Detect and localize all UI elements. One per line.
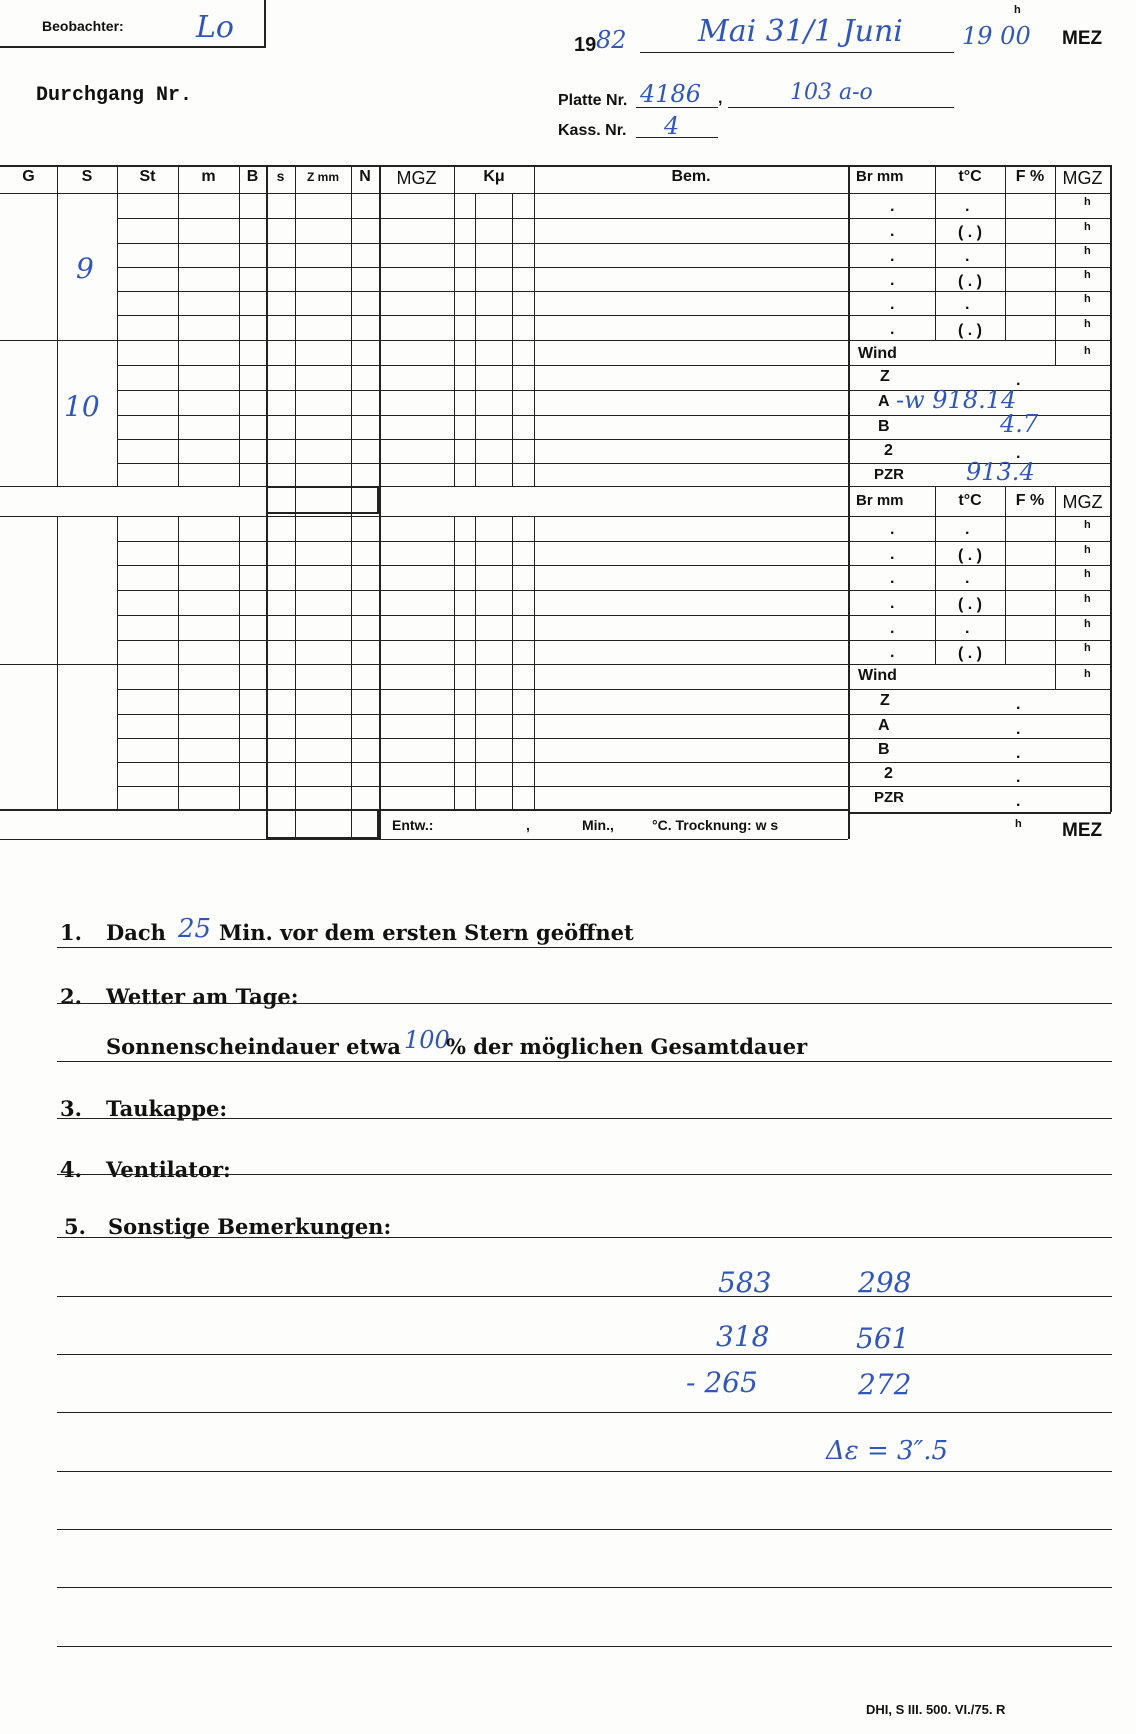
value-pzr-1: 913.4: [966, 458, 1035, 486]
col-header-s: S: [81, 168, 93, 185]
col-header-m: m: [201, 168, 216, 185]
footer-h: h: [1015, 818, 1022, 830]
param-z-2: Z: [880, 692, 890, 709]
col-header-mgz: MGZ: [396, 168, 437, 188]
right-header-mgz-2: MGZ: [1062, 492, 1103, 512]
observer-label: Beobachter:: [42, 18, 124, 34]
date-value: Mai 31/1 Juni: [698, 14, 903, 49]
remark-r3b: 272: [858, 1368, 912, 1401]
wind-label-1: Wind: [858, 345, 897, 362]
remark-r2a: 318: [716, 1320, 770, 1353]
col-header-n: N: [359, 168, 371, 185]
right-header-f-2: F %: [1015, 492, 1045, 509]
plate-extra: 103 a-o: [790, 80, 873, 105]
col-header-bem: Bem.: [671, 168, 711, 185]
year-suffix: 82: [596, 26, 627, 54]
col-header-g: G: [22, 168, 35, 185]
param-2-1: 2: [884, 442, 893, 459]
value-a-1: -w 918.14: [896, 386, 1017, 414]
param-2-2: 2: [884, 765, 893, 782]
right-header-br-2: Br mm: [856, 492, 904, 509]
param-a-1: A: [878, 393, 890, 410]
time-zone: MEZ: [1062, 28, 1103, 49]
observer-value: Lo: [196, 10, 234, 45]
param-z-1: Z: [880, 368, 890, 385]
footer-trocknung: °C. Trocknung: w s: [652, 817, 779, 833]
param-a-2: A: [878, 717, 890, 734]
col-header-b: B: [246, 168, 259, 185]
plate-label: Platte Nr.: [558, 92, 628, 109]
param-b-2: B: [878, 741, 890, 758]
form-page: Beobachter: Lo 19 82 Mai 31/1 Juni 19 00 h MEZ Durchgang Nr. Platte Nr. 4186 , 103 a-o Kass. Nr. 4 G S St m B s Z mm N MGZ Kμ Bem. 9 10 Br mm t°C F % MGZ . . . ( . ) . . . ( . ) . . . ( . ) h h h h h h h Wind Z A B 2 PZR . . -w 918.14 4.7 913.4 Br mm t°C F % MGZ . . . ( . ) . . . ( . ) . . . ( . ) h h h h h h h Wind Z A B 2 PZR . . . . . Entw.: , Min., °C. Trocknung: w s h MEZ 1. Dach 25 Min. vor dem ersten Stern geöffnet 2. Wetter am Tage: Sonnenscheindauer etwa 100 % der möglichen Gesamtdauer 3. Taukappe: 4. Ventilator: 5. Sonstige Bemerkungen: 583 298 318 561 - 265 272 Δε = 3″.5 DHI, S III. 500. VI./75. R: [0, 0, 1136, 1734]
remark-r1a: 583: [718, 1266, 772, 1299]
col-header-kmu: Kμ: [483, 168, 505, 185]
col-header-zmm: Z mm: [306, 170, 339, 184]
wind-label-2: Wind: [858, 667, 897, 684]
right-header-f: F %: [1015, 168, 1045, 185]
s-value-10: 10: [64, 390, 100, 423]
param-b-1: B: [878, 418, 890, 435]
footer-mez: MEZ: [1062, 820, 1103, 841]
bracket-cell: ( . ): [958, 224, 982, 241]
remark-r4: Δε = 3″.5: [826, 1436, 949, 1466]
sunshine-percent: 100: [404, 1026, 450, 1054]
col-header-st: St: [139, 168, 156, 185]
footer-min: Min.,: [582, 817, 614, 833]
footer-entw: Entw.:: [392, 817, 434, 833]
remark-r2b: 561: [856, 1322, 910, 1355]
kass-value: 4: [664, 112, 680, 140]
time-value: 19 00: [962, 22, 1031, 50]
dach-minutes: 25: [178, 914, 212, 944]
date-underline: [640, 52, 954, 53]
right-header-br: Br mm: [856, 168, 904, 185]
kass-label: Kass. Nr.: [558, 122, 627, 139]
durchgang-label: Durchgang Nr.: [36, 84, 193, 107]
remark-r3a: - 265: [686, 1366, 758, 1399]
value-b-1: 4.7: [1000, 410, 1039, 438]
plate-extra-underline: [728, 107, 954, 108]
s-value-9: 9: [76, 252, 94, 285]
right-header-mgz: MGZ: [1062, 168, 1103, 188]
right-header-t-2: t°C: [958, 492, 982, 509]
time-h: h: [1014, 4, 1021, 16]
right-header-t: t°C: [958, 168, 982, 185]
remark-r1b: 298: [858, 1266, 912, 1299]
plate-value: 4186: [640, 80, 702, 108]
param-pzr-1: PZR: [874, 466, 904, 483]
col-header-s2: s: [276, 168, 285, 184]
param-pzr-2: PZR: [874, 789, 904, 806]
form-code: DHI, S III. 500. VI./75. R: [866, 1702, 1006, 1717]
year-prefix: 19: [574, 34, 597, 56]
